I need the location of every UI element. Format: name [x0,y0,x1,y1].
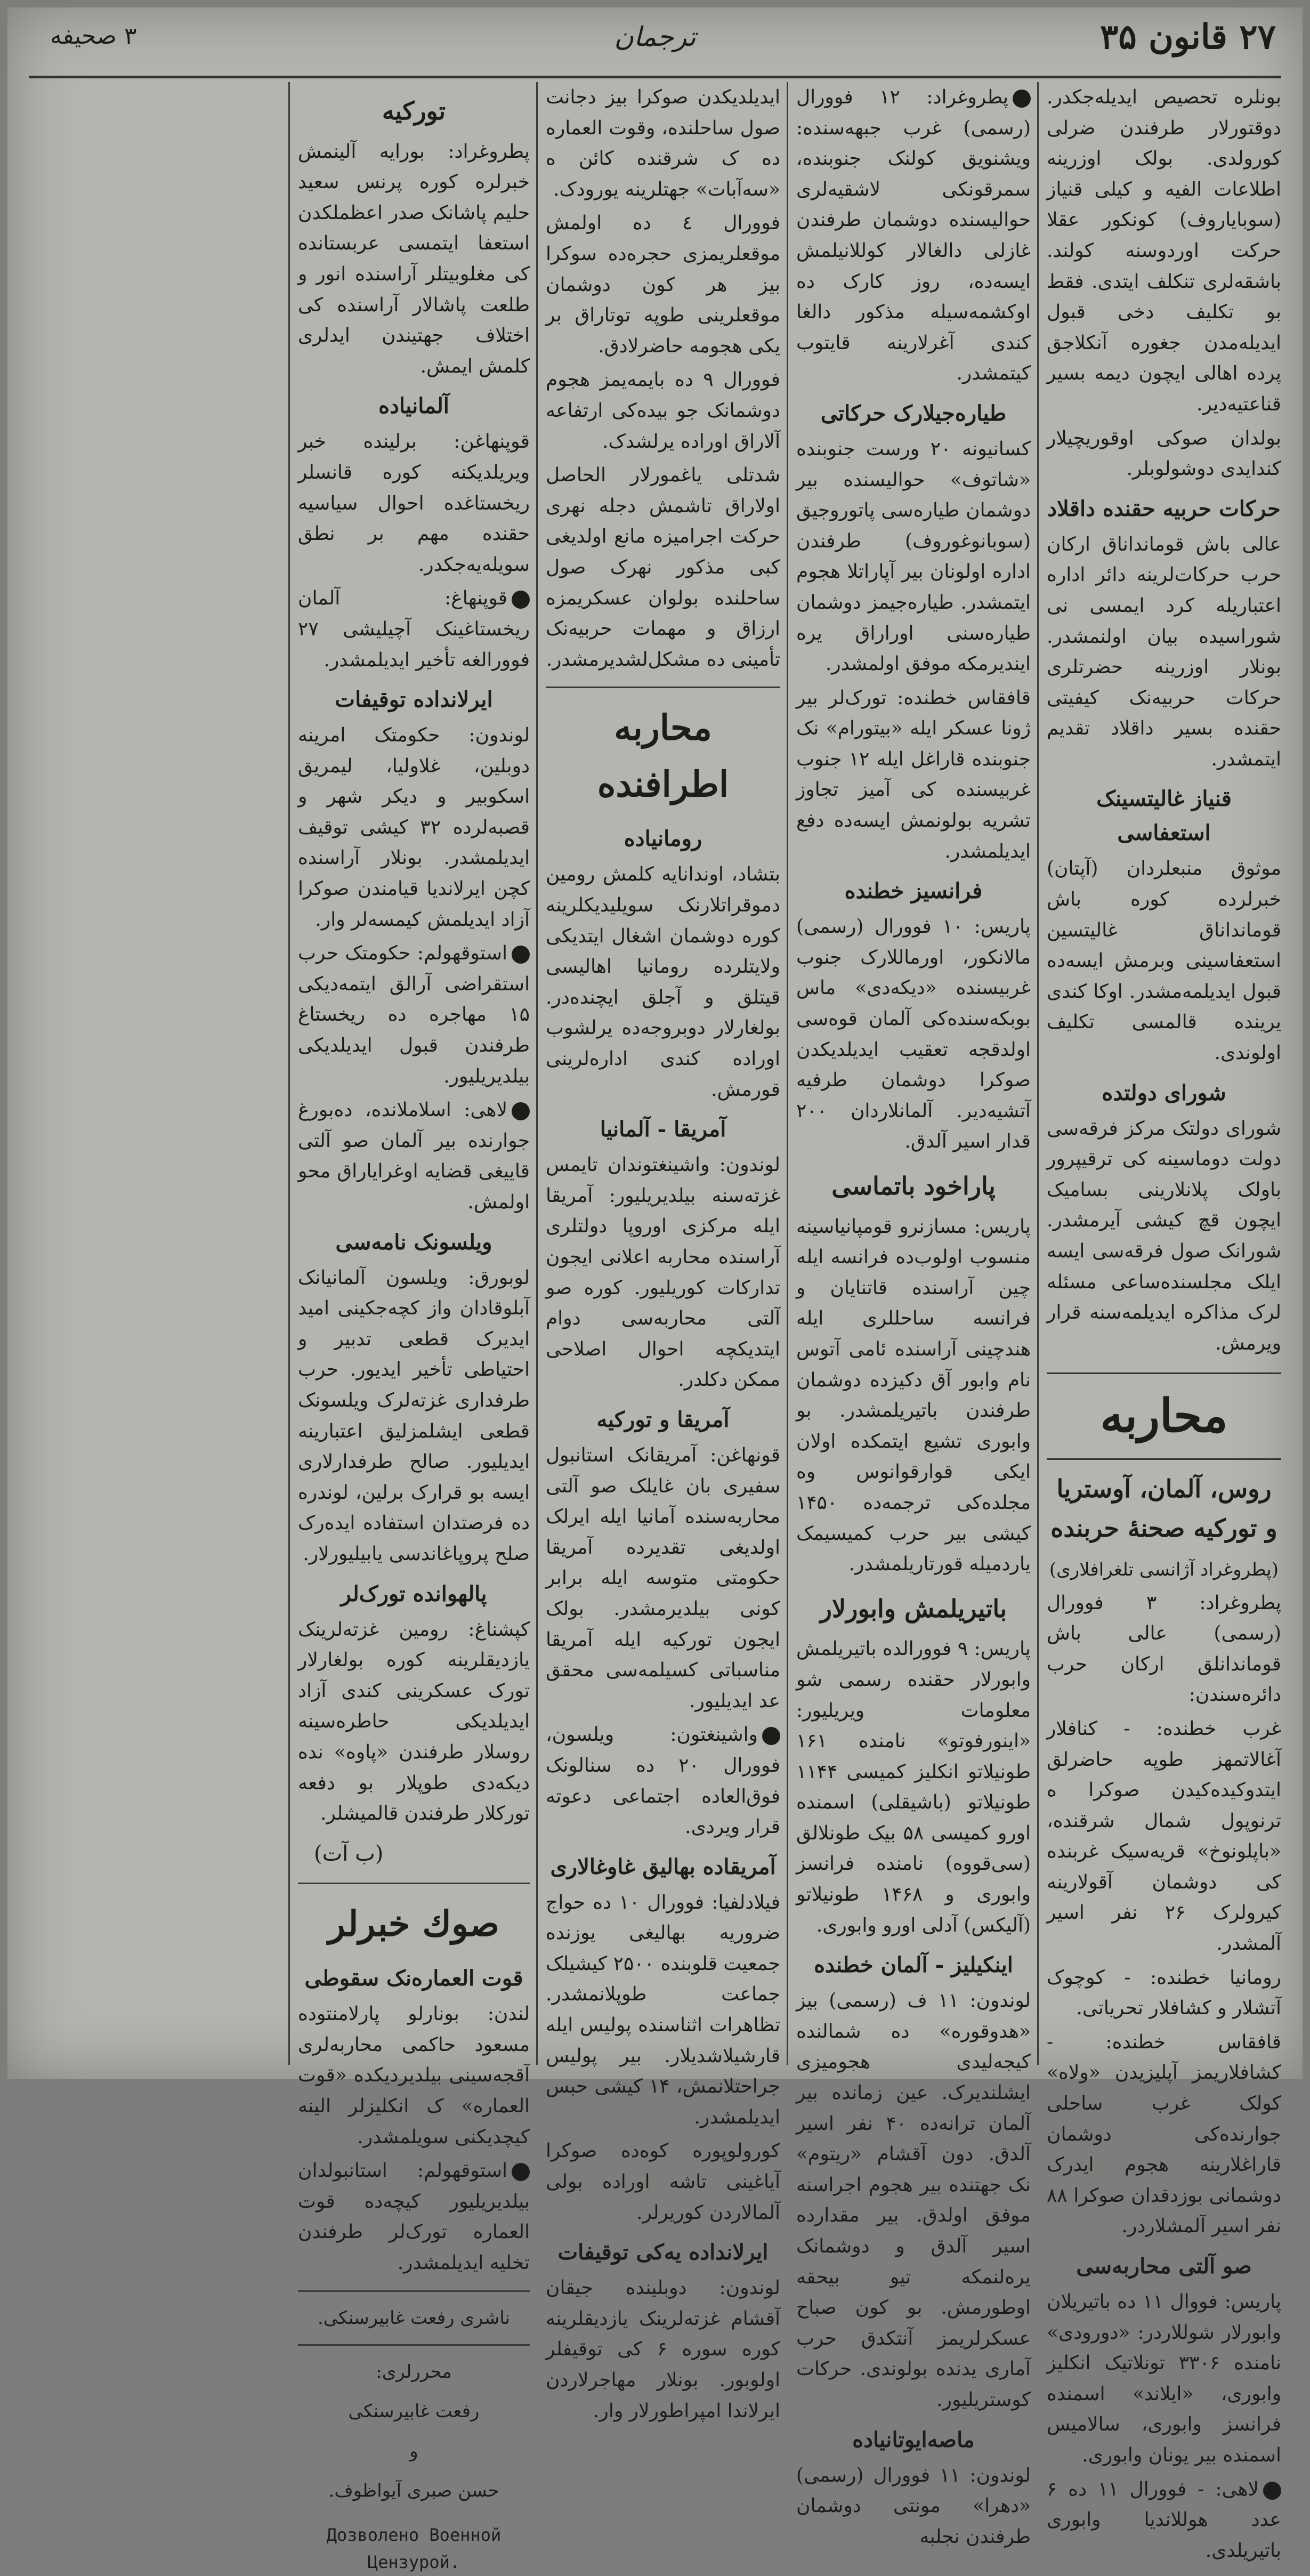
article-text: لاهی: - فوورال ۱۱ ده ۶ عدد هوللاندیا وابوری باتیریلدی. [1047,2478,1281,2562]
article-text: بتشاد، اوندانایه کلمش رومین دموقراتلارنک سویلیدیکلرینه کوره دوشمان اشغال ایتدیکی ولایتلرده رومانیا اهالیسی قیتلق و آجلق ایچنده‌در. بولغارلار دوبروجه‌ده یرلشوب اوراده کندی اداره‌لرینی قورمش. [546,863,780,1101]
column-divider [536,82,538,2065]
headline: رومانیاده [624,826,702,852]
star-icon [512,1102,530,1120]
article-text: کورولوپوره کوه‌ده صوکرا آیاغینی تاشه اوراده بولی آلمالاردن کوریرلر. [546,2140,780,2224]
article-text [298,938,530,1092]
article-text: کپشناغ: رومین غزته‌لرینک یازدیقلرینه کوره بولغارلار تورک عسکرینی کندی آزاد ایدیلدیکی حاطره‌سینه روسلار طرفندن «پاوه» نده دیکه‌دی طوپلار بو دفعه تورکلار طرفندن قالمیشلر. [298,1618,530,1825]
article-text: غرب خطنده: - کنافلار آغالاتمهز طوپه حاضرلق ایتدوکیده‌کیدن صوکرا ه ترنوپول شمال شرقنده، «باپلونوخ» قریه‌سیک غربنده کی دوشمان آقولارینه کیرولرک ۲۶ نفر اسیر آلمشدر. [1047,1717,1282,1955]
paper-name: ترجمان [614,21,696,52]
headline: طیاره‌جیلارک حرکاتی [820,400,1007,426]
headline: اینکیلیز - آلمان خطنده [814,1952,1013,1978]
column-1 [1047,82,1282,2562]
divider [298,1883,530,1884]
headline: آمریقا - آلمانیا [600,1117,726,1142]
article-text: پطروغراد: بورایه آلینمش خبرلره کوره پرنس سعید حلیم پاشانک صدر اعظملکدن استعفا ایتمسی عربستانده کی مغلوبیتلر آراسنده انور و طلعت پاشالار آراسنده کی اختلاف جهتیندن ایدلری کلمش ایمش. [298,140,530,377]
article-text: شدتلی یاغمورلار الحاصل اولاراق تاشمش دجله نهری حرکت اجرامیزه مانع اولدیغی کبی مذکور نهرک صول ساحلنده بولوان عسکریمزه ارزاق و مهمات حربیه‌نک تأمینی ده مشکل‌لشدیرمشدر. [546,464,780,671]
article-text: استوقهولم: استانبولدان بیلدیریلیور کیچه‌ده قوت العماره تورک‌لر طرفندن تخلیه ایدیلمشدر. [298,2160,530,2274]
issue-date: ۲۷ قانون ۳۵ [1099,17,1276,57]
article-text: قوپنهاغ: آلمان ریخستاغینک آچیلیشی ۲۷ فوورالغه تأخیر ایدیلمشدر. [298,587,530,671]
article-text: عالی باش قومانداناق ارکان حرب حرکات‌لرینه دائر اداره اعتباریله‌ کرد ایمسی نی شوراسیده بیان اولنمشدر. بونلار اوزرینه حضرتلری حرکات حربیه‌نک کیفیتی حقنده بسیر داقلاد تقدیم ایتمشدر. [1047,533,1281,770]
section-banner-war: محاربه [1047,1372,1281,1460]
headline: آمریقا و تورکیه [596,1407,730,1432]
headline: فرانسیز خطنده [844,878,983,904]
article-text: کسانیونه ۲۰ ورست جنوبنده «شاتوف» حوالیسنده بیر دوشمان طیاره‌سی پاتوروجیق (سوبانوغوروف) طرفندن اداره اولونان بیر آپاراتلا هجوم ایتمشدر. طیاره‌جیمز دوشمان طیاره‌سنی اوراراق یره ایندیرمکه موفق اولمشدر. [796,438,1031,675]
article-text [298,583,530,675]
article-text: رومانیا خطنده: - کوچوک آتشلار و کشافلار تحریاتی. [1047,1966,1281,2020]
article-text: لوندون: ۱۱ ف (رسمی) بیز «هدوقوره» ده شمالنده کیجه‌لیدی هجومیزی ایشلندیرک. عین زمانده بیر آلمان ترانه‌ده ۴۰ نفر اسیر آلدق. دون آقشام «ریتوم» نک جهتنده بیر هجوم اجراسنه موفق اولدق. بیر مقدارده اسیر آلدق و دوشمانک یره‌لنمکه تیو بیحقه اوطورمش. بو کون صباح عسکرلریمز آنتکدق حرب آماری یدنده بولوندی. حرکات کوستریلیور. [796,1990,1031,2411]
columns [29,82,1282,2572]
article-text: پاریس: فووال ۱۱ ده باتیریلان وابورلار شوللاردر: «دورودی» نامنده ۳۳۰۶ تونلاتیک انکلیز وابوری، «ایلاند» اسمنده فرانسز وابوری، سالامیس اسمنده بیر یونان وابوری. [1047,2291,1281,2466]
headline: آلمانیاده [378,393,449,419]
page-number: ۳ صحیفه [50,22,137,50]
headline: ویلسونک نامه‌سی [335,1229,492,1255]
article-text: لندن: بونارلو پارلامنتوده مسعود حاکمی محاربه‌لری آقجه‌سینی بیلدیردیکده «قوت العماره» ک انکلیزلر الینه کیچدیکنی سویلمشدر. [298,2003,530,2148]
article-text: لوندون: واشینغتوندان تایمس غزته‌سنه بیلدیریلیور: آمریقا ایله مرکزی اوروپا دولتلری آراسنده محاربه اعلانی ایجون تدارکات کوریلیور. کوره صو آلتی محاربه‌سی دوام ایتدیکچه احوال اصلاحی ممکن دکلدر. [546,1154,780,1391]
article-text: فوورال ۹ ده بایمه‌یمز هجوم دوشمانک جو بیده‌کی ارتفاعه آلاراق اوراده یرلشدک. [546,369,780,453]
masthead [29,17,1281,78]
article-text: فیلادلفیا: فوورال ۱۰ ده حواج ضروریه بهالیغی یوزنده جمعیت قلوبنده ۲۵۰۰ کیشیلک جماعت طوپلانمشدر. تظاهرات اثناسنده پولیس ایله قارشیلاشدیلار. بیر پولیس جراحتلانمش، ۱۴ کیشی حبس ایدیلمشدر. [546,1891,780,2128]
newspaper-page [7,7,1303,2572]
article-text: شورای دولتک مرکز فرقه‌سی دولت دوماسینه کی ترقیپرور باولک پلانلارینی بسامیک ایچون قچ کیشی آیرمشدر. شورانک صول فرقه‌سی ایسه ایلک مجلسنده‌ساعی مسئله‌ لرک مذاکره ایدیلمه‌سنه قرار ویرمش. [1047,1117,1281,1354]
article-text [546,1719,780,1842]
signature: (ب آت) [314,1841,384,1866]
article-text: لاهی: اسلاملانده، ده‌بورغ جوارنده بیر آلمان صو آلتی قاییغی قضایه اوغرایاراق محو اولمش. [298,1099,530,1213]
article-text [796,82,1031,389]
article-text: بونلره تحصیص ایدیله‌جکدر. دوقتورلار طرفندن ضرلی کورولدی. بولک اوزرینه اطلاعات الفیه و کیلی قنیاز (سوبایاروف) کونکور عقلا حرکت اوردوسنه کولند. باشقه‌لری تنکلف ایتدی. فقط بو تکلیف دخی قبول ایدیله‌مدن جغوره آنکلاجق پرده اهالی ایچون دیمه بسیر قناعتیه‌دیر. [1047,86,1281,415]
headline: تورکیه [382,96,446,125]
article-text: پطروغراد: ۱۲ فوورال (رسمی) غرب جبهه‌سنده: ویشنویق کولنک جنوبنده، سمرقونکی لاشقیه‌لری حوالیسنده دوشمان طرفندن غازلی دالغالار کوللانیلمش ایسه‌ده، روز کارک ده اوکشمه‌سیله مذکور دالغا کندی آغرلارینه قایتوب کیتمشدر. [796,86,1031,385]
editors-and: و [409,2440,418,2462]
article-text: ایدیلدیکدن صوکرا بیز دجانت صول ساحلنده، وقوت العماره ده ک شرقنده کائن ه «سه‌آبات» جهتلرینه یورودک. [546,86,780,200]
headline: روس، آلمان، آوستریا و تورکیه صحنهٔ حربنده [1050,1474,1277,1543]
article-text: پطروغراد: ۳ فوورال (رسمی) عالی باش قوماندانلق ارکان حرب دائره‌سندن: [1047,1592,1281,1706]
article-text: قافقاس خطنده: تورک‌لر بیر ژونا عسکر ایله «بیتورام» نک جنوبنده قاراغل ایله ۱۲ جنوب غربیسنده کی آمیز تجاوز تشریه بولونمش ایسه‌ده دفع ایدیلمشدر. [796,687,1031,862]
censor-note: Дозволено Военной Цензурой. [326,2524,502,2572]
headline: صو آلتی محاربه‌سی [1076,2254,1252,2279]
headline: آمریقاده بهالیق غاوغالاری [550,1854,776,1879]
editor-name: حسن صبری آیواظوف. [328,2480,499,2502]
article-text [298,1095,530,1217]
headline: شورای دولتده [1102,1080,1226,1105]
headline: پاراخود باتماسی [831,1172,996,1200]
article-text: موثوق منبعلردان (آپتان) خبرلرده کوره باش قومانداناق غالیتسین استعفاسینی وبرمش ایسه‌ده قبول ایدیلمه‌مشدر. اوکا کندی یرینده قالمسی تکلیف اولوندی. [1047,858,1281,1064]
divider [298,2344,530,2346]
editors-label: محررلری: [376,2361,452,2383]
article-text: لوندون: حکومتک امرینه دوبلین، غلاولیا، لیمریق اسکوبیر و دیکر شهر و قصبه‌لرده ۳۲ کیشی توقیف ایدیلمشدر. بونلار آراسنده کچن ایرلاندیا قیامندن صوکرا آزاد ایدیلمش کیمسه‌لر وار. [298,724,530,931]
star-icon [1263,2482,1281,2500]
article-text [298,2155,530,2278]
column-divider [288,82,290,2065]
article-text: بولدان صوکی اوقوریچیلار کندایدی دوشولوبلر. [1047,427,1281,480]
article-text: استوقهولم: حکومتک حرب استقراضی آرالق ایتمه‌دیکی ۱۵ مهاجره ده ریخستاغ طرفندن قبول ایدیلدیکی بیلدیریلیور. [298,942,530,1087]
star-icon [512,591,530,609]
column-2 [796,82,1031,2548]
article-text: قافقاس خطنده: - کشافلاریمز آپلیزیدن «ولاه» کولک غرب ساحلی جوارنده‌کی دوشمان قاراغلارینه هجوم ایدرک دوشمانی بوزدقدان صوکرا ۸۸ نفر اسیر آلمشلاردر. [1047,2031,1281,2238]
subheadline: (پطروغراد آژانسی تلغرافلاری) [1049,1559,1279,1581]
star-icon [512,2163,530,2181]
article-text: لوبورق: ویلسون آلمانیانک آبلوقادان واز کچه‌جکینی امید ایدیرک قطعی تدبیر و احتیاطی تأخیر ایدیور. حرب طرفداری غزته‌لرک ویلسونک قطعی ایشلمزلیق اعتبارینه ایدیلیور. صالح طرفدارلاری ایسه بو قرارک برلین، لوندره ده فرصتدان استفاده ایده‌رک صلح پروپاغاندسی یابیلیورلار. [298,1266,530,1565]
article-text: لوندون: ۱۱ فوورال (رسمی) «دهرا» مونتی دوشمان طرفندن نجلبه [796,2464,1031,2548]
headline: پالهوانده تورک‌لر [341,1581,487,1606]
article-text: قونهاغن: آمریقانک استانبول سفیری بان غایلک صو آلتی محاربه‌سنده آمانیا ایله ایرلک اولدیغی تقدیرده آمریقا حکومتی متوسه ایله برابر کونی بیلدیرمشدر. بولک ایجون تورکیه ایله آمریقا مناسباتی کسیلمه‌سی محقق عد ایدیلیور. [546,1444,780,1712]
headline: ماصه‌ایوتانیاده [852,2427,975,2452]
headline: قنیاز غالیتسینک استعفاسی [1096,786,1232,846]
column-divider [1037,82,1039,2065]
article-text: پاریس: ۹ فوورالده باتیریلمش وابورلار حقنده رسمی شو معلومات ویریلیور: «اینورفوتو» نامنده ۱۶۱ طونیلاتو انکلیز کمیسی ۱۱۴۴ طونیلاتو (باشیقلی) اسمنده اورو کمیسی ۵۸ بیک طونلالق (سی‌قووه) نامنده فرانسز وابوری و ۱۴۶۸ طونیلاتو (آلیکس) آدلی اورو وابوری. [796,1638,1031,1936]
headline: ایرلانداده توقیفات [335,687,493,713]
star-icon [512,946,530,964]
article-text: پاریس: مسازنرو قومپانیاسینه منسوب اولوب‌ده فرانسه ایله چین آراسنده قاتنایان و فرانسه‌ ساحللری ایله هندچینی آراسنده ئامی آتوس نام وابور آق دکیزده دوشمان طرفندن باتیریلمشدر. بو وابوری تشیع ایتمکده اولان ایکی قوارقوانوس وه مجلده‌کی ترجمه‌ده ۱۴۵۰ کیشی بیر حرب کمیسیمک یاردمیله قورتاریلمشدر. [796,1215,1031,1576]
article-text: واشینغتون: ویلسون، فوورال ۲۰ ده سنالونک فوق‌العاده اجتماعی دعوته قرار ویردی. [546,1724,780,1838]
editor-name: رفعت غابیرسنکی [348,2401,480,2422]
star-icon [762,1727,780,1745]
article-text [1047,2474,1281,2566]
column-3 [546,82,781,2422]
headline: باتیریلمش وابورلار [820,1594,1007,1623]
column-4 [298,82,530,2572]
article-text: فوورال ٤ ده اولمش موقعلریمزی حجره‌ده سوکرا بیز هر کون دوشمان موقعلرینی طوپه توتاراق بر یکی هجومه حاضرلادق. [546,212,781,357]
column-5-edge [15,82,282,2065]
divider [298,2290,530,2292]
star-icon [1013,90,1031,108]
section-title: محاربه اطرافنده [597,707,729,805]
article-text: پاریس: ۱۰ فوورال (رسمی) مالانکور، اورماللارک جنوب غربیسنده «دیکه‌دی» ماس بوبکه‌سنده‌کی آلمان قوه‌سی اولدقجه تعقیب ایدیلدیکدن صوکرا دوشمان طرفیه آتشیه‌دیر. آلمانلاردان ۲۰۰ قدار اسیر آلدق. [796,916,1031,1153]
section-title: صوك خبرلر [328,1902,500,1944]
article-text: قوپنهاغن: برلینده خبر ویریلدیکنه کوره قانسلر ریخستاغده احوال سیاسیه حقنده مهم بر نطق سویله‌یه‌جکدر. [298,431,530,576]
headline: حرکات حربیه حقنده داقلاد [1047,496,1281,521]
headline: ایرلانداده یه‌کی توقیفات [557,2240,769,2265]
column-divider [787,82,788,2065]
article-text: لوندون: دوبلینده جیقان آقشام غزته‌لرینک یازدیقلرینه کوره سوره ۶ کی توقیفلر اولوبور. بونلار مهاجرلاردن ایرلاندا امپراطورلار وار. [546,2277,780,2422]
subheadline: قوت العماره‌نک سقوطی [304,1966,523,1991]
divider [546,687,780,688]
publisher-line: ناشری رفعت غابیرسنکی. [317,2307,511,2329]
